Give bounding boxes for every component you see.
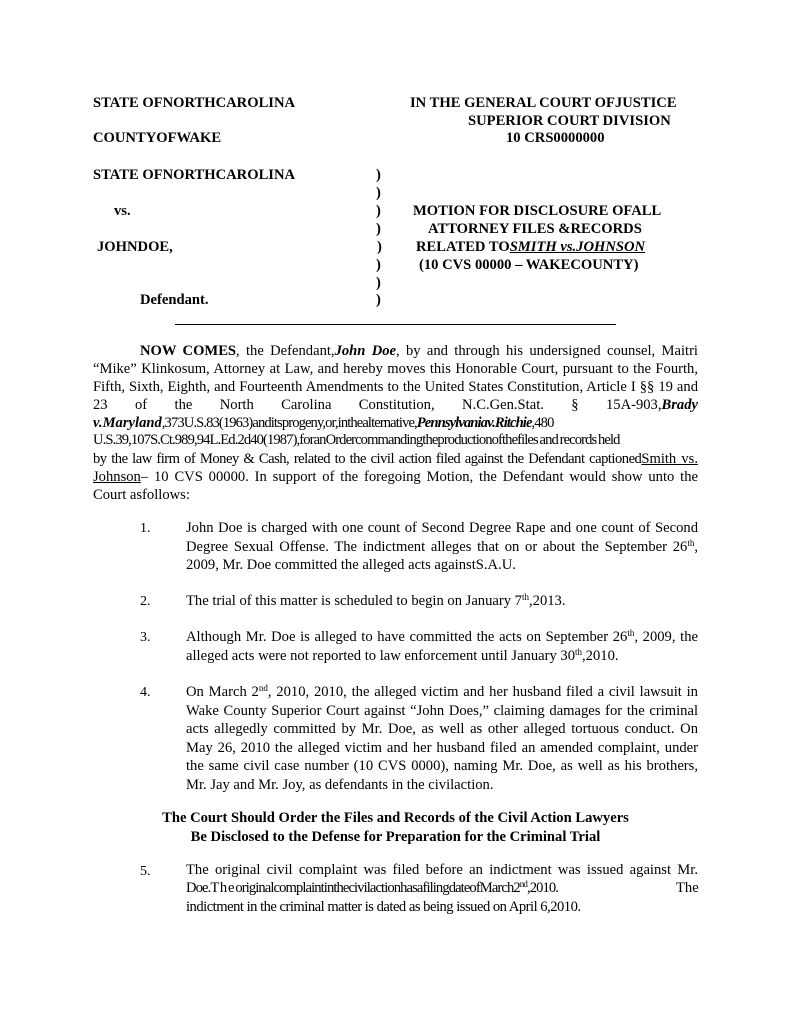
list-item: On March 2nd, 2010, 2010, the alleged victim and her husband filed a civil lawsuit in Wake County Superior Court against “John Does,” claiming damages for the criminal acts allegedly committed by Mr. Doe, as well as other alleged tortuous conduct. On May 26, 2010 the alleged victim and her husband filed an amended complaint, under the same civil case number (10 CVS 0000), naming Mr. Doe, as well as his brothers, Mr. Jay and Mr. Joy, as defendants in the civilaction. (186, 683, 698, 793)
caption-divider (175, 324, 616, 325)
motion-title-line2: ATTORNEY FILES &RECORDS (428, 221, 642, 237)
item-number: 2. (140, 594, 151, 609)
caption-paren: ) (376, 185, 381, 201)
section-heading: The Court Should Order the Files and Records of the Civil Action Lawyers Be Disclosed to the Defense for Preparation for the Criminal Trial (162, 810, 629, 845)
civil-case-reference: Smith vs. Johnson (93, 451, 698, 485)
list-item: John Doe is charged with one count of Second Degree Rape and one count of Second Degree Sexual Offense. The indictment alleges that on or about the September 26th, 2009, Mr. Doe committed the alleged acts againstS.A.U. (186, 520, 698, 573)
item5-line2: Doe.T h e originalcomplaintinthecivilactionhasafilingdateofMarch2nd,2010. (186, 879, 559, 896)
intro-citation-line: U.S.39,107S.Ct.989,94L.Ed.2d40(1987),foranOrdercommandingtheproductionofthefiles and records held (93, 432, 620, 448)
caption-paren: ) (376, 292, 381, 308)
defendant-name: JOHNDOE, (97, 239, 173, 255)
caption-state-header: STATE OFNORTHCAROLINA (93, 95, 296, 111)
intro-paragraph: NOW COMES, the Defendant,John Doe, by and through his undersigned counsel, Maitri “Mike” Klinkosum, Attorney at Law, and hereby moves this Honorable Court, pursuant to the Fourth, Fifth, Sixth, Eighth, and Fourteenth Amendments to the United States Constitution, Article I §§ 19 and 23 of the North Carolina Constitution, N.C.Gen.Stat. § 15A-903,Brady v.Maryland,373U.S.83(1963)anditsprogeny,or,inthealternative,Pennsylvaniav.Ritchie,480 (93, 343, 698, 431)
civil-case-caption: SMITH vs.JOHNSON (509, 239, 646, 255)
defendant-label: Defendant. (140, 292, 209, 308)
criminal-case-number: 10 CRS0000000 (506, 130, 605, 146)
plaintiff-name: STATE OFNORTHCAROLINA (93, 167, 296, 183)
caption-paren: ) (376, 221, 381, 237)
caption-paren: ) (376, 257, 381, 273)
versus-label: vs. (114, 203, 131, 219)
caption-paren: ) (376, 167, 381, 183)
item-number: 1. (140, 521, 151, 536)
item-number: 4. (140, 685, 151, 700)
motion-title-line4: (10 CVS 00000 – WAKECOUNTY) (419, 257, 639, 273)
court-name-line1: IN THE GENERAL COURT OFJUSTICE (410, 95, 677, 111)
court-name-line2: SUPERIOR COURT DIVISION (468, 113, 671, 129)
item5-line1: The original civil complaint was filed before an indictment was issued against Mr. (186, 862, 698, 878)
caption-paren: ) (377, 239, 382, 255)
caption-county: COUNTYOFWAKE (93, 130, 222, 146)
item-number: 3. (140, 630, 151, 645)
list-item: Although Mr. Doe is alleged to have committed the acts on September 26th, 2009, the alleged acts were not reported to law enforcement until January 30th,2010. (186, 628, 698, 664)
caption-paren: ) (376, 203, 381, 219)
item-number: 5. (140, 864, 151, 879)
motion-title-line1: MOTION FOR DISCLOSURE OFALL (413, 203, 662, 219)
item5-line3: indictment in the criminal matter is dated as being issued on April 6,2010. (186, 899, 581, 915)
motion-title-line3: RELATED TOSMITH vs.JOHNSON (416, 239, 646, 255)
item5-line2-end: The (676, 880, 699, 896)
list-item: The trial of this matter is scheduled to begin on January 7th,2013. (186, 592, 566, 609)
caption-paren: ) (376, 275, 381, 291)
intro-paragraph-end: by the law firm of Money & Cash, related to the civil action filed against the Defendant captionedSmith vs. Johnson– 10 CVS 00000. In support of the foregoing Motion, the Defendant would show unto the Court asfollows: (93, 451, 698, 503)
